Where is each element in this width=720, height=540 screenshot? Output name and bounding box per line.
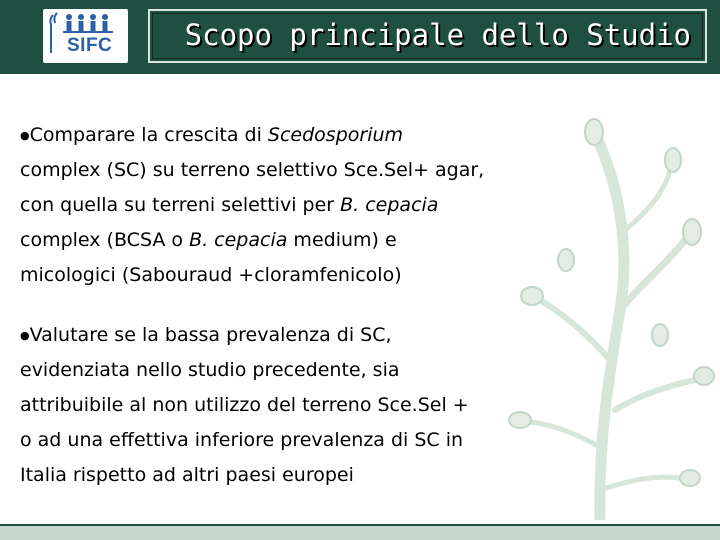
logo-text: SIFC — [67, 35, 113, 56]
header-bar — [0, 0, 720, 74]
bullet-icon: ● — [20, 329, 30, 342]
page-title: Scopo principale dello Studio — [184, 18, 691, 52]
title-frame — [148, 9, 707, 63]
bullet-icon: ● — [20, 129, 30, 142]
sifc-logo — [43, 9, 128, 63]
bullet-item-1: ●Comparare la crescita di Scedosporium complex (SC) su terreno selettivo Sce.Sel+ agar, con quella su terreni selettivi per B. cepacia complex (BCSA o B. cepacia medium) e micologici (Sabouraud +cloramfenicolo) — [20, 124, 485, 286]
bullet-item-2: ●Valutare se la bassa prevalenza di SC, evidenziata nello studio precedente, sia attribuibile al non utilizzo del terreno Sce.Sel + o ad una effettiva inferiore prevalenza di SC in Italia rispetto ad altri paesi europei — [20, 324, 469, 486]
footer-band — [0, 526, 720, 540]
